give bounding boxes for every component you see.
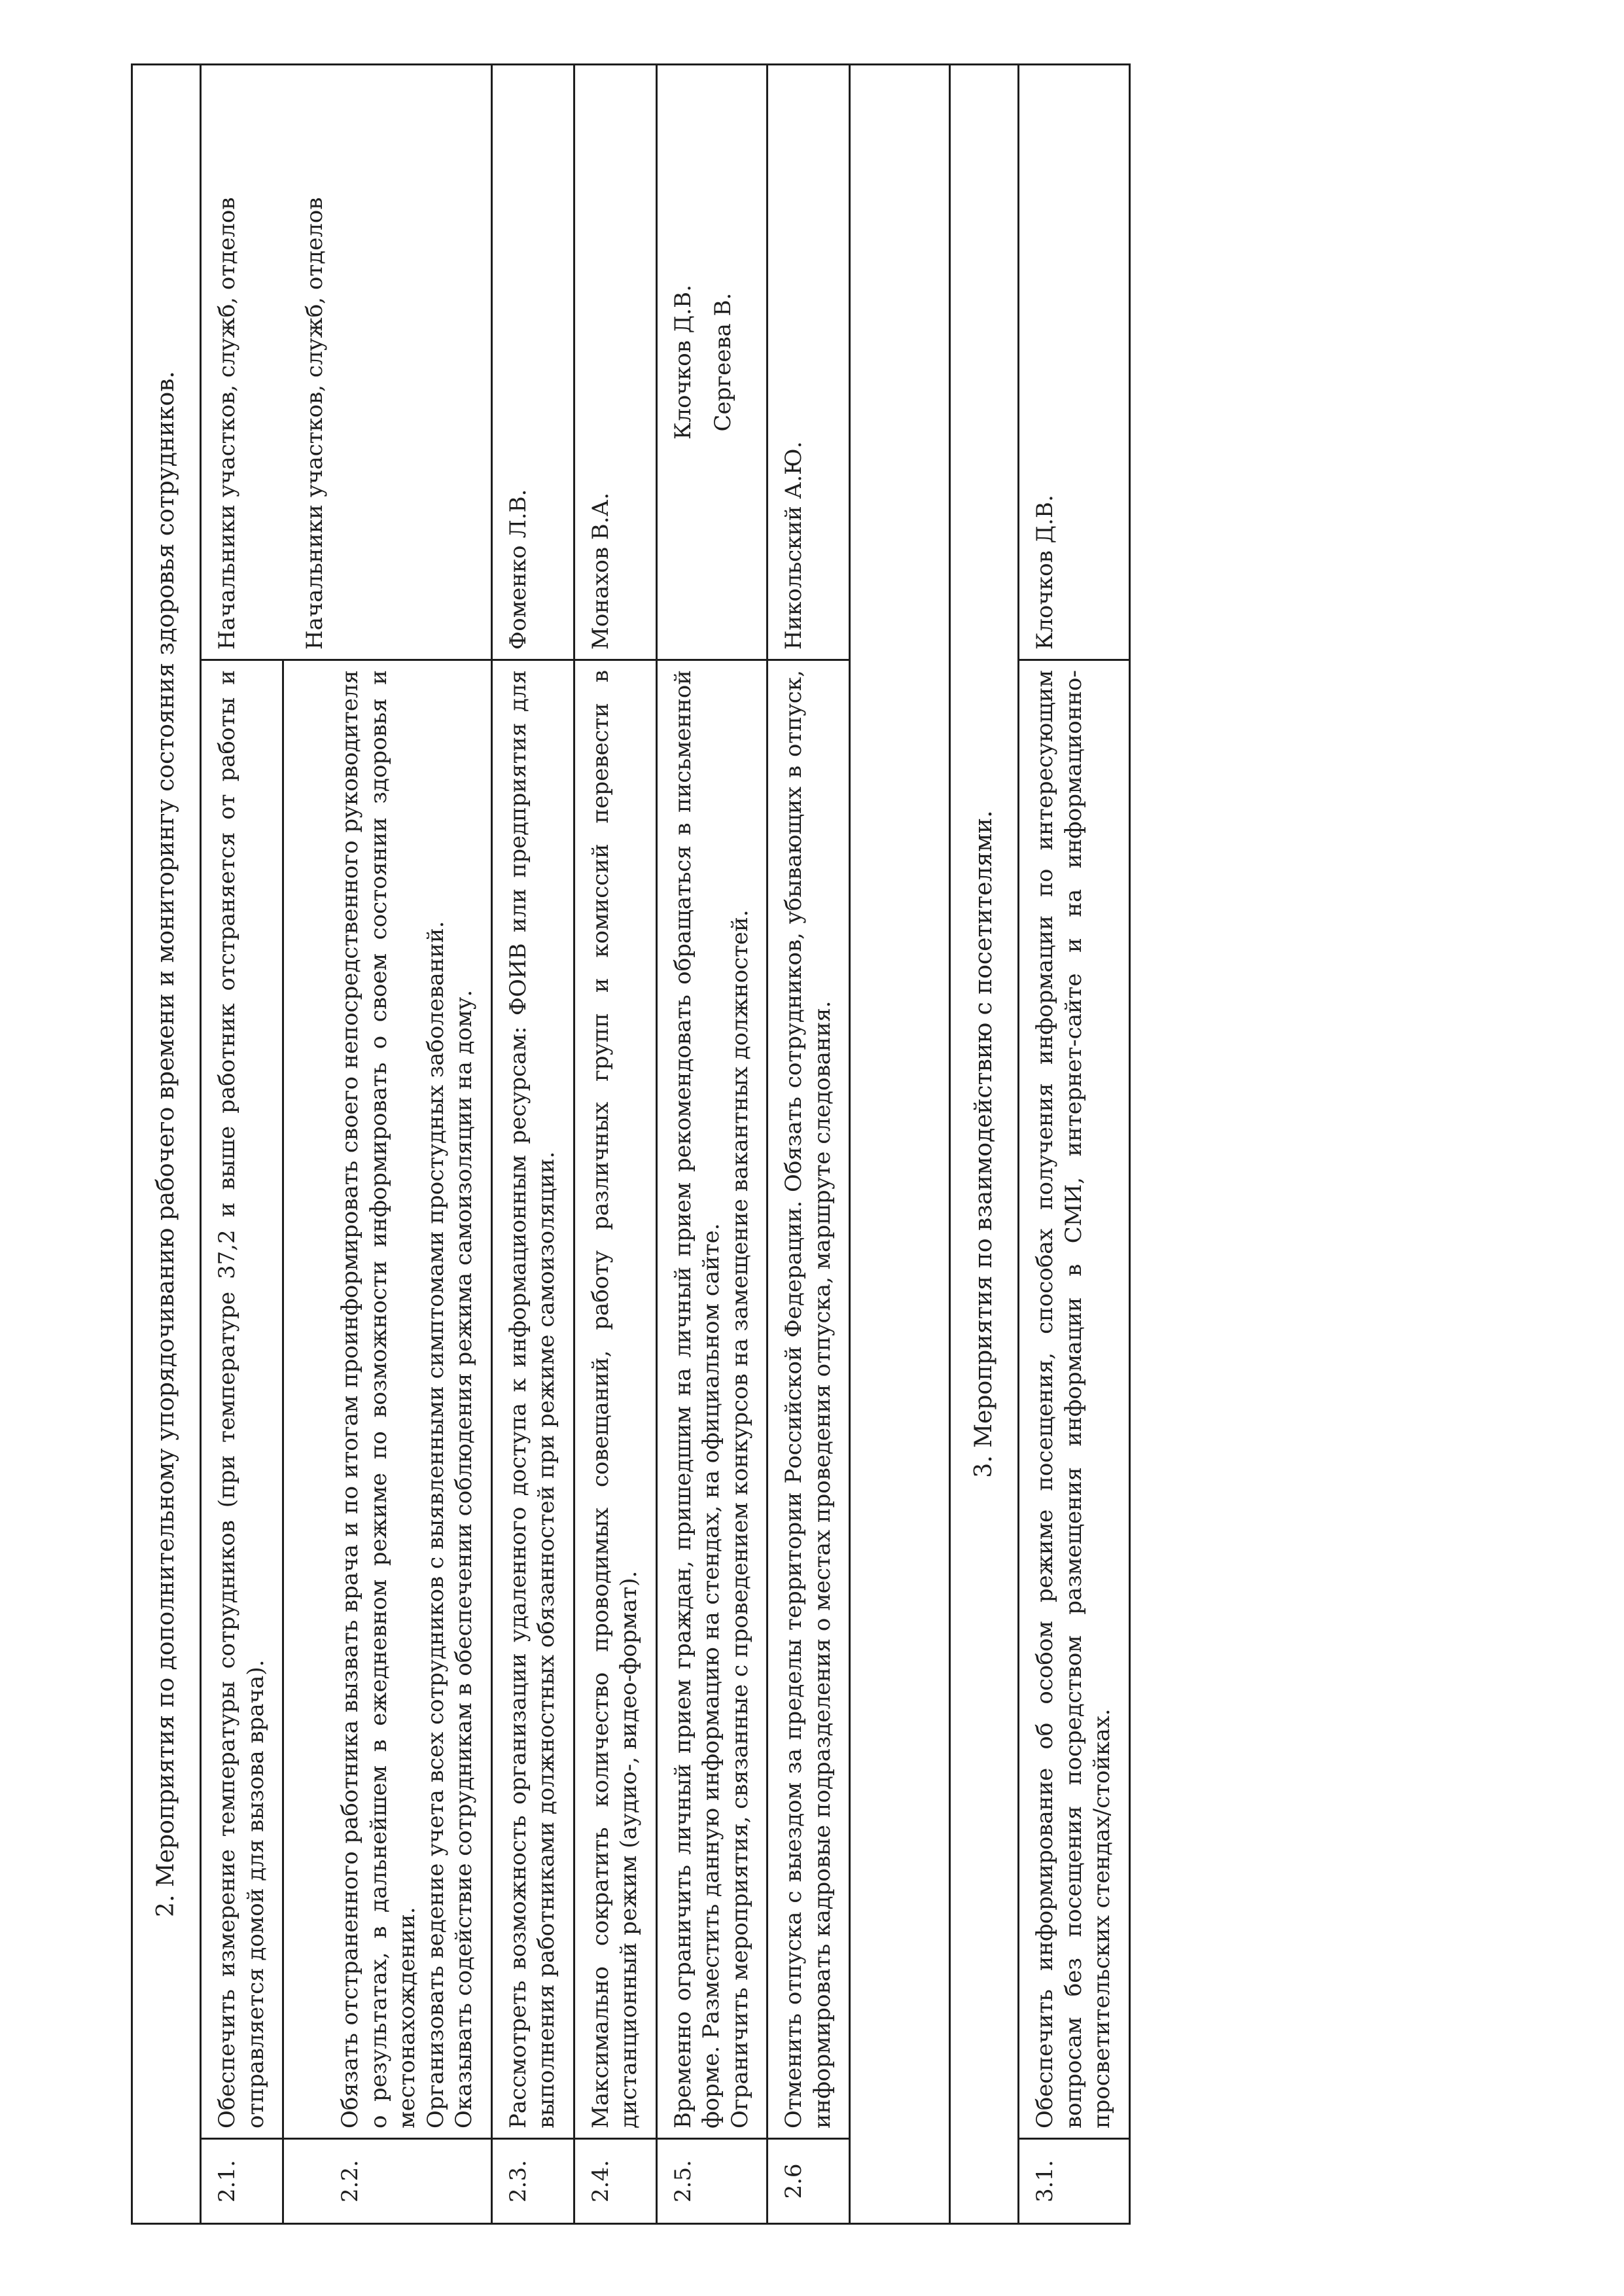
responsible-person: Клочков Д.В. <box>669 285 696 440</box>
measure-paragraph: Обеспечить измерение температуры сотрудников (при температуре 37,2 и выше работник отстраняется от работы и отправляется домой для вызова врача). <box>214 670 269 2128</box>
measure-text <box>201 660 283 2139</box>
responsible-person: Клочков Д.В. <box>1032 495 1059 650</box>
measure-paragraph: Обязать отстраненного работника вызвать врача и по итогам проинформировать своего непосредственного руководителя о результатах, в дальнейшем в ежедневном режиме по возможности информировать о своем состоянии здоровья и местонахождении. <box>337 670 421 2128</box>
responsible-cell <box>574 64 656 660</box>
table-row <box>768 64 850 2223</box>
measure-paragraph: Временно ограничить личный прием граждан, пришедшим на личный прием рекомендовать обращаться в письменной форме. Разместить данную информацию на стендах, на официальном сайте. <box>669 670 725 2128</box>
row-number: 2.5. <box>656 2139 768 2224</box>
responsible-cell <box>656 64 768 660</box>
measure-text <box>656 660 768 2139</box>
section-3-header-row <box>950 64 1019 2223</box>
rotated-document-sheet <box>131 65 1407 2225</box>
measure-text <box>1019 660 1130 2139</box>
measures-table <box>131 63 1131 2225</box>
row-number: 2.2. <box>283 2139 492 2224</box>
spacer-cell <box>850 64 950 2223</box>
table-row <box>1019 64 1130 2223</box>
section-2-header-row <box>132 64 201 2223</box>
spacer-row <box>850 64 950 2223</box>
measure-text <box>574 660 656 2139</box>
row-number: 2.1. <box>201 2139 283 2224</box>
measure-paragraph: Рассмотреть возможность организации удаленного доступа к информационным ресурсам: ФОИВ или предприятия для выполнения работниками должностных обязанностей при режиме самоизоляции. <box>504 670 560 2128</box>
measure-paragraph: Оказывать содействие сотрудникам в обеспечении соблюдения режима самоизоляции на дому. <box>451 989 478 2128</box>
responsible-person: Монахов В.А. <box>587 492 614 650</box>
measure-text <box>283 660 492 2139</box>
measure-text <box>491 660 574 2139</box>
responsible-person: Фоменко Л.В. <box>504 489 531 650</box>
measure-paragraph: Ограничить мероприятия, связанные с проведением конкурсов на замещение вакантных должностей. <box>726 910 753 2128</box>
responsible-cell <box>491 64 574 660</box>
section-2-title: 2. Мероприятия по дополнительному упорядочиванию рабочего времени и мониторингу состояния здоровья сотрудников. <box>132 64 201 2223</box>
measure-text <box>768 660 850 2139</box>
responsible-cell <box>201 64 492 660</box>
table-row <box>656 64 768 2223</box>
responsible-cell <box>768 64 850 660</box>
measure-paragraph: Организовать ведение учета всех сотрудников с выявленными симптомами простудных заболеваний. <box>422 921 449 2128</box>
responsible-cell <box>1019 64 1130 660</box>
measure-paragraph: Максимально сократить количество проводимых совещаний, работу различных групп и комиссий перевести в дистанционный режим (аудио-, видео-формат). <box>587 670 643 2128</box>
table-row <box>201 64 283 2223</box>
measure-paragraph: Обеспечить информирование об особом режиме посещения, способах получения информации по интересующим вопросам без посещения посредством размещения информации в СМИ, интернет-сайте и на информационно-просветительских стендах/стойках. <box>1032 670 1116 2128</box>
row-number: 2.3. <box>491 2139 574 2224</box>
responsible-person: Сергеева В. <box>710 292 737 432</box>
row-number: 2.4. <box>574 2139 656 2224</box>
responsible-person: Начальники участков, служб, отделов <box>214 197 241 650</box>
table-row <box>491 64 574 2223</box>
table-row <box>574 64 656 2223</box>
section-3-title: 3. Мероприятия по взаимодействию с посетителями. <box>950 64 1019 2223</box>
measure-paragraph: Отменить отпуска с выездом за пределы территории Российской Федерации. Обязать сотрудников, убывающих в отпуск, информировать кадровые подразделения о местах проведения отпуска, маршруте следования. <box>781 670 836 2128</box>
responsible-person: Начальники участков, служб, отделов <box>301 197 328 650</box>
row-number: 2.6 <box>768 2139 850 2224</box>
responsible-person: Никольский А.Ю. <box>781 441 807 650</box>
row-number: 3.1. <box>1019 2139 1130 2224</box>
